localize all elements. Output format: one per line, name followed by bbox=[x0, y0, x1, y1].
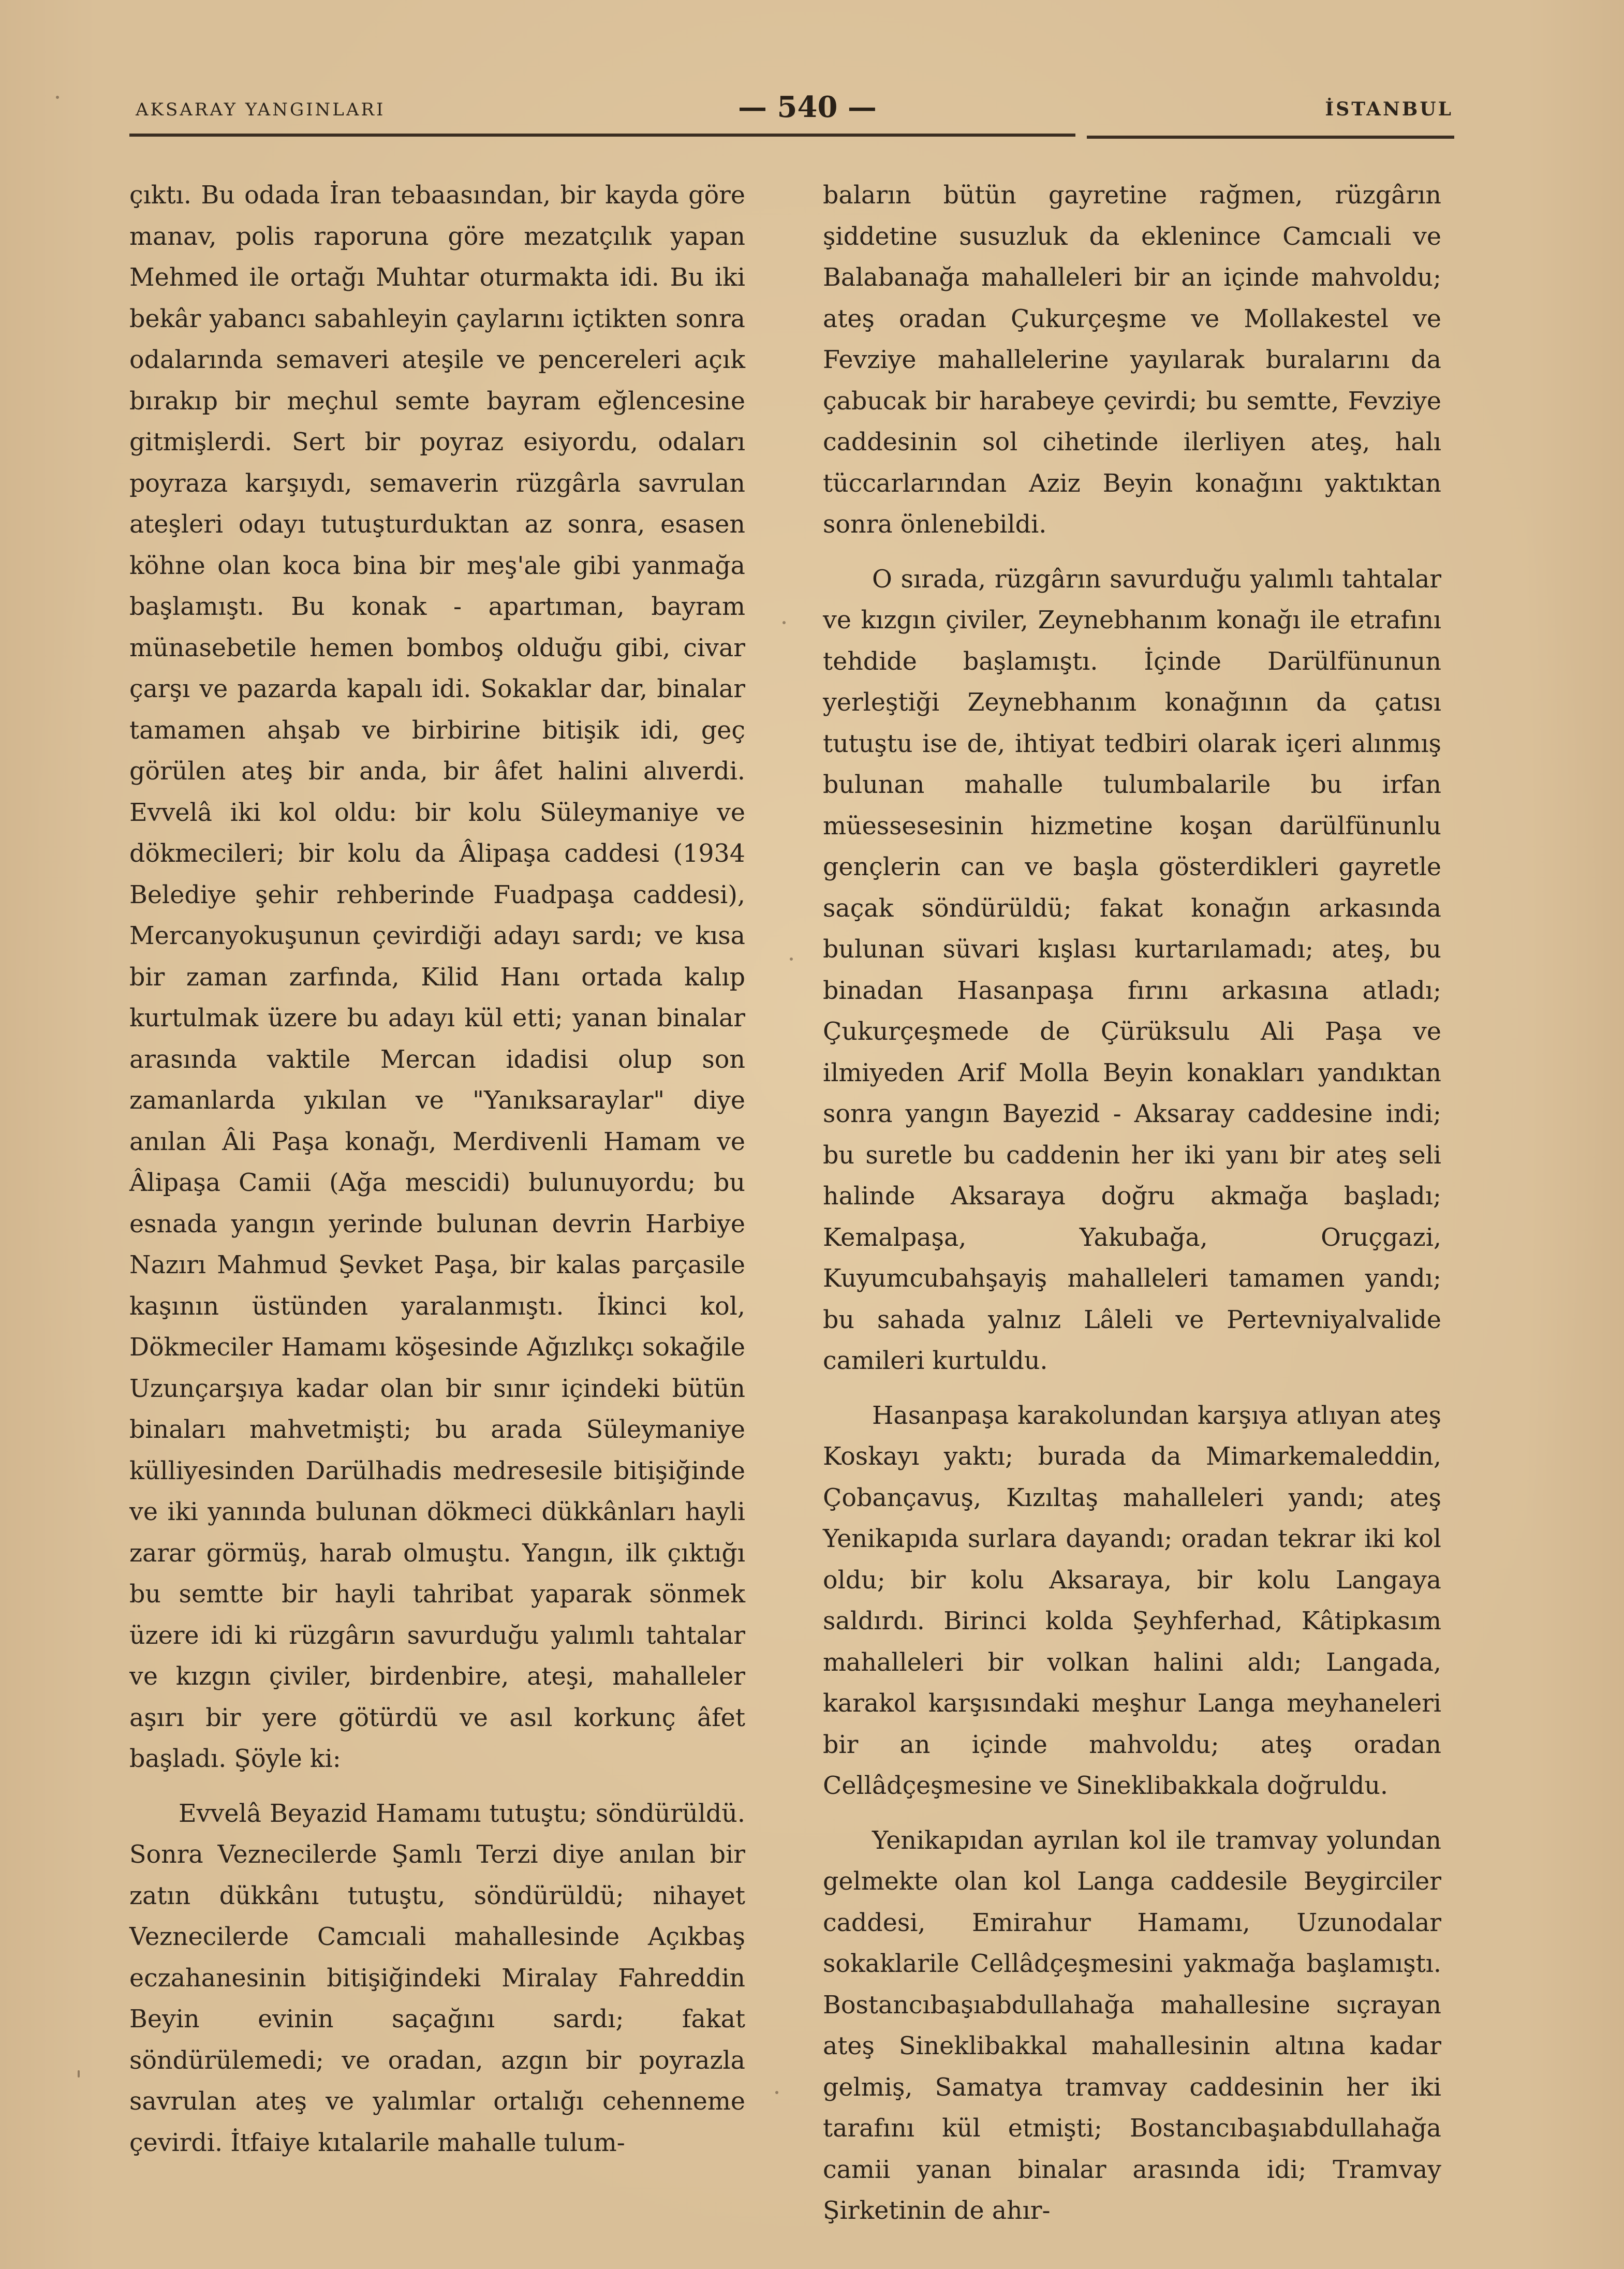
running-title-left: AKSARAY YANGINLARI bbox=[136, 99, 386, 120]
left-text-column bbox=[129, 175, 745, 2163]
right-text-column bbox=[823, 175, 1441, 2232]
paper-speck bbox=[790, 957, 793, 961]
page-number: — 540 — bbox=[738, 90, 877, 124]
paragraph: Yenikapıdan ayrılan kol ile tramvay yolundan gelmekte olan kol Langa caddesile Beygirciler caddesi, Emirahur Hamamı, Uzunodalar sokaklarile Cellâdçeşmesini yakmağa başlamıştı. Bostancıbaşıabdullahağa mahallesine sıçrayan ateş Sineklibakkal mahallesinin altına kadar gelmiş, Samatya tramvay caddesinin her iki tarafını kül etmişti; Bostancıbaşıabdullahağa camii yanan binalar arasında idi; Tramvay Şirketinin de ahır- bbox=[823, 1826, 1441, 2225]
paragraph: O sırada, rüzgârın savurduğu yalımlı tahtalar ve kızgın çiviler, Zeynebhanım konağı ile etrafını tehdide başlamıştı. İçinde Darülfünunun yerleştiği Zeynebhanım konağının da çatısı tutuştu ise de, ihtiyat tedbiri olarak içeri alınmış bulunan mahalle tulumbalarile bu irfan müessesesinin hizmetine koşan darülfünunlu gençlerin can ve başla gösterdikleri gayretle saçak söndürüldü; fakat konağın arkasında bulunan süvari kışlası kurtarılamadı; ateş, bu binadan Hasanpaşa fırını arkasına atladı; Çukurçeşmede de Çürüksulu Ali Paşa ve ilmiyeden Arif Molla Beyin konakları yandıktan sonra yangın Bayezid - Aksaray caddesine indi; bu suretle bu caddenin her iki yanı bir ateş seli halinde Aksaraya doğru akmağa başladı; Kemalpaşa, Yakubağa, Oruçgazi, Kuyumcubahşayiş mahalleleri tamamen yandı; bu sahada yalnız Lâleli ve Pertevniyalvalide camileri kurtuldu. bbox=[823, 565, 1441, 1375]
header-rule-right bbox=[1087, 136, 1454, 139]
paper-speck bbox=[783, 621, 786, 624]
paragraph: çıktı. Bu odada İran tebaasından, bir kayda göre manav, polis raporuna göre mezatçılık yapan Mehmed ile ortağı Muhtar oturmakta idi. Bu iki bekâr yabancı sabahleyin çaylarını içtikten sonra odalarında semaveri ateşile ve pencereleri açık bırakıp bir meçhul semte bayram eğlencesine gitmişlerdi. Sert bir poyraz esiyordu, odaları poyraza karşıydı, semaverin rüzgârla savrulan ateşleri odayı tutuşturduktan az sonra, esasen köhne olan koca bina bir meş'ale gibi yanmağa başlamıştı. Bu konak - apartıman, bayram münasebetile hemen bomboş olduğu gibi, civar çarşı ve pazarda kapalı idi. Sokaklar dar, binalar tamamen ahşab ve birbirine bitişik idi, geç görülen ateş bir anda, bir âfet halini alıverdi. Evvelâ iki kol oldu: bir kolu Süleymaniye ve dökmecileri; bir kolu da Âlipaşa caddesi (1934 Belediye şehir rehberinde Fuadpaşa caddesi), Mercanyokuşunun çevirdiği adayı sardı; ve kısa bir zaman zarfında, Kilid Hanı ortada kalıp kurtulmak üzere bu adayı kül etti; yanan binalar arasında vaktile Mercan idadisi olup son zamanlarda yıkılan ve "Yanıksaraylar" diye anılan Âli Paşa konağı, Merdivenli Hamam ve Âlipaşa Camii (Ağa mescidi) bulunuyordu; bu esnada yangın yerinde bulunan devrin Harbiye Nazırı Mahmud Şevket Paşa, bir kalas parçasile kaşının üstünden yaralanmıştı. İkinci kol, Dökmeciler Hamamı köşesinde Ağızlıkçı sokağile Uzunçarşıya kadar olan bir sınır içindeki bütün binaları mahvetmişti; bu arada Süleymaniye külliyesinden Darülhadis medresesile bitişiğinde ve iki yanında bulunan dökmeci dükkânları hayli zarar görmüş, harab olmuştu. Yangın, ilk çıktığı bu semtte bir hayli tahribat yaparak sönmek üzere idi ki rüzgârın savurduğu yalımlı tahtalar ve kızgın çiviler, birdenbire, ateşi, mahalleler aşırı bir yere götürdü ve asıl korkunç âfet başladı. Şöyle ki: bbox=[129, 181, 745, 1773]
paper-speck bbox=[78, 2070, 80, 2078]
running-title-right: İSTANBUL bbox=[1325, 98, 1453, 120]
paper-speck bbox=[56, 96, 59, 99]
paragraph: baların bütün gayretine rağmen, rüzgârın şiddetine susuzluk da eklenince Camcıali ve Balabanağa mahalleleri bir an içinde mahvoldu; ateş oradan Çukurçeşme ve Mollakestel ve Fevziye mahallelerine yayılarak buralarını da çabucak bir harabeye çevirdi; bu semtte, Fevziye caddesinin sol cihetinde ilerliyen ateş, halı tüccarlarından Aziz Beyin konağını yaktıktan sonra önlenebildi. bbox=[823, 181, 1441, 539]
paper-speck bbox=[775, 2091, 778, 2094]
paragraph: Evvelâ Beyazid Hamamı tutuştu; söndürüldü. Sonra Veznecilerde Şamlı Terzi diye anılan bir zatın dükkânı tutuştu, söndürüldü; nihayet Veznecilerde Camcıali mahallesinde Açıkbaş eczahanesinin bitişiğindeki Miralay Fahreddin Beyin evinin saçağını sardı; fakat söndürülemedi; ve oradan, azgın bir poyrazla savrulan ateş ve yalımlar ortalığı cehenneme çevirdi. İtfaiye kıtalarile mahalle tulum- bbox=[129, 1799, 745, 2157]
paragraph: Hasanpaşa karakolundan karşıya atlıyan ateş Koskayı yaktı; burada da Mimarkemaleddin, Çobançavuş, Kızıltaş mahalleleri yandı; ateş Yenikapıda surlara dayandı; oradan tekrar iki kol oldu; bir kolu Aksaraya, bir kolu Langaya saldırdı. Birinci kolda Şeyhferhad, Kâtipkasım mahalleleri bir volkan halini aldı; Langada, karakol karşısındaki meşhur Langa meyhaneleri bir an içinde mahvoldu; ateş oradan Cellâdçeşmesine ve Sineklibakkala doğruldu. bbox=[823, 1401, 1441, 1800]
header-rule-left bbox=[129, 134, 1075, 137]
